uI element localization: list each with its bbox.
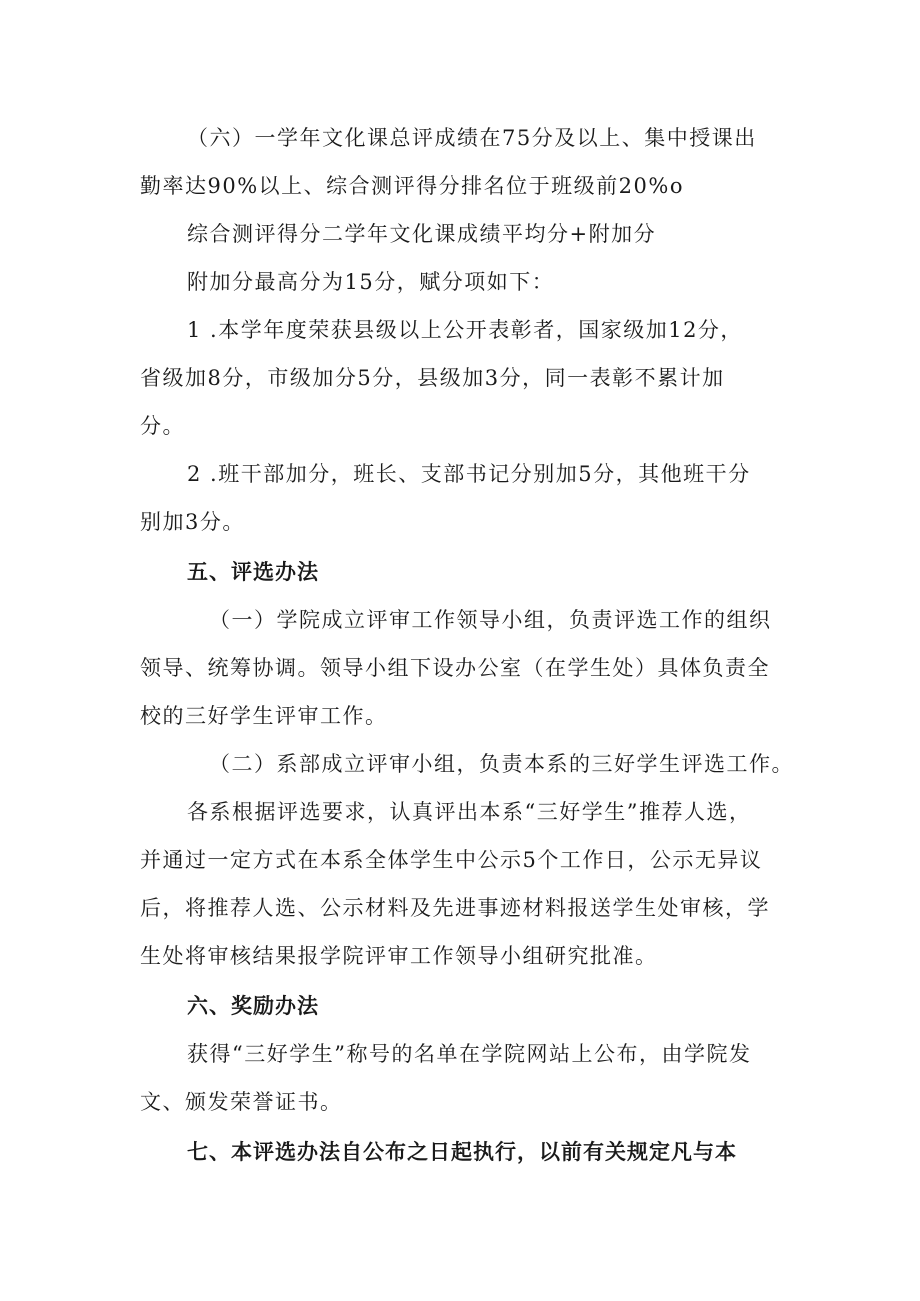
list-item-line: 1 .本学年度荣获县级以上公开表彰者，国家级加12分， bbox=[187, 318, 743, 342]
paragraph-line: 后，将推荐人选、公示材料及先进事迹材料报送学生处审核，学 bbox=[140, 896, 770, 920]
list-item-line: 别加3分。 bbox=[140, 510, 245, 534]
paragraph-line: 文、颁发荣誉证书。 bbox=[140, 1090, 343, 1114]
section-heading: 六、奖励办法 bbox=[187, 994, 319, 1018]
paragraph-line: 生处将审核结果报学院评审工作领导小组研究批准。 bbox=[140, 944, 658, 968]
paragraph-line: 领导、统筹协调。领导小组下设办公室（在学生处）具体负责全 bbox=[140, 656, 770, 680]
paragraph-line: （一）学院成立评审工作领导小组，负责评选工作的组织 bbox=[209, 608, 772, 632]
paragraph-line: 综合测评得分二学年文化课成绩平均分+附加分 bbox=[187, 222, 657, 246]
paragraph-line: 勤率达90%以上、综合测评得分排名位于班级前20%o bbox=[140, 174, 684, 198]
paragraph-line: （六）一学年文化课总评成绩在75分及以上、集中授课出 bbox=[187, 126, 757, 150]
paragraph-line: 各系根据评选要求，认真评出本系“三好学生”推荐人选， bbox=[187, 800, 752, 824]
paragraph-line: 获得“三好学生”称号的名单在学院网站上公布，由学院发 bbox=[187, 1042, 752, 1066]
paragraph-line: 校的三好学生评审工作。 bbox=[140, 704, 388, 728]
paragraph-line: 附加分最高分为15分，赋分项如下： bbox=[187, 270, 555, 294]
list-item-line: 分。 bbox=[140, 414, 185, 438]
section-heading: 五、评选办法 bbox=[187, 560, 319, 584]
paragraph-line: 并通过一定方式在本系全体学生中公示5个工作日，公示无异议 bbox=[140, 848, 763, 872]
list-item-line: 2 .班干部加分，班长、支部书记分别加5分，其他班干分 bbox=[187, 462, 751, 486]
list-item-line: 省级加8分，市级加分5分，县级加3分，同一表彰不累计加 bbox=[140, 366, 725, 390]
paragraph-line: （二）系部成立评审小组，负责本系的三好学生评选工作。 bbox=[209, 752, 794, 776]
section-heading: 七、本评选办法自公布之日起执行，以前有关规定凡与本 bbox=[187, 1140, 737, 1164]
